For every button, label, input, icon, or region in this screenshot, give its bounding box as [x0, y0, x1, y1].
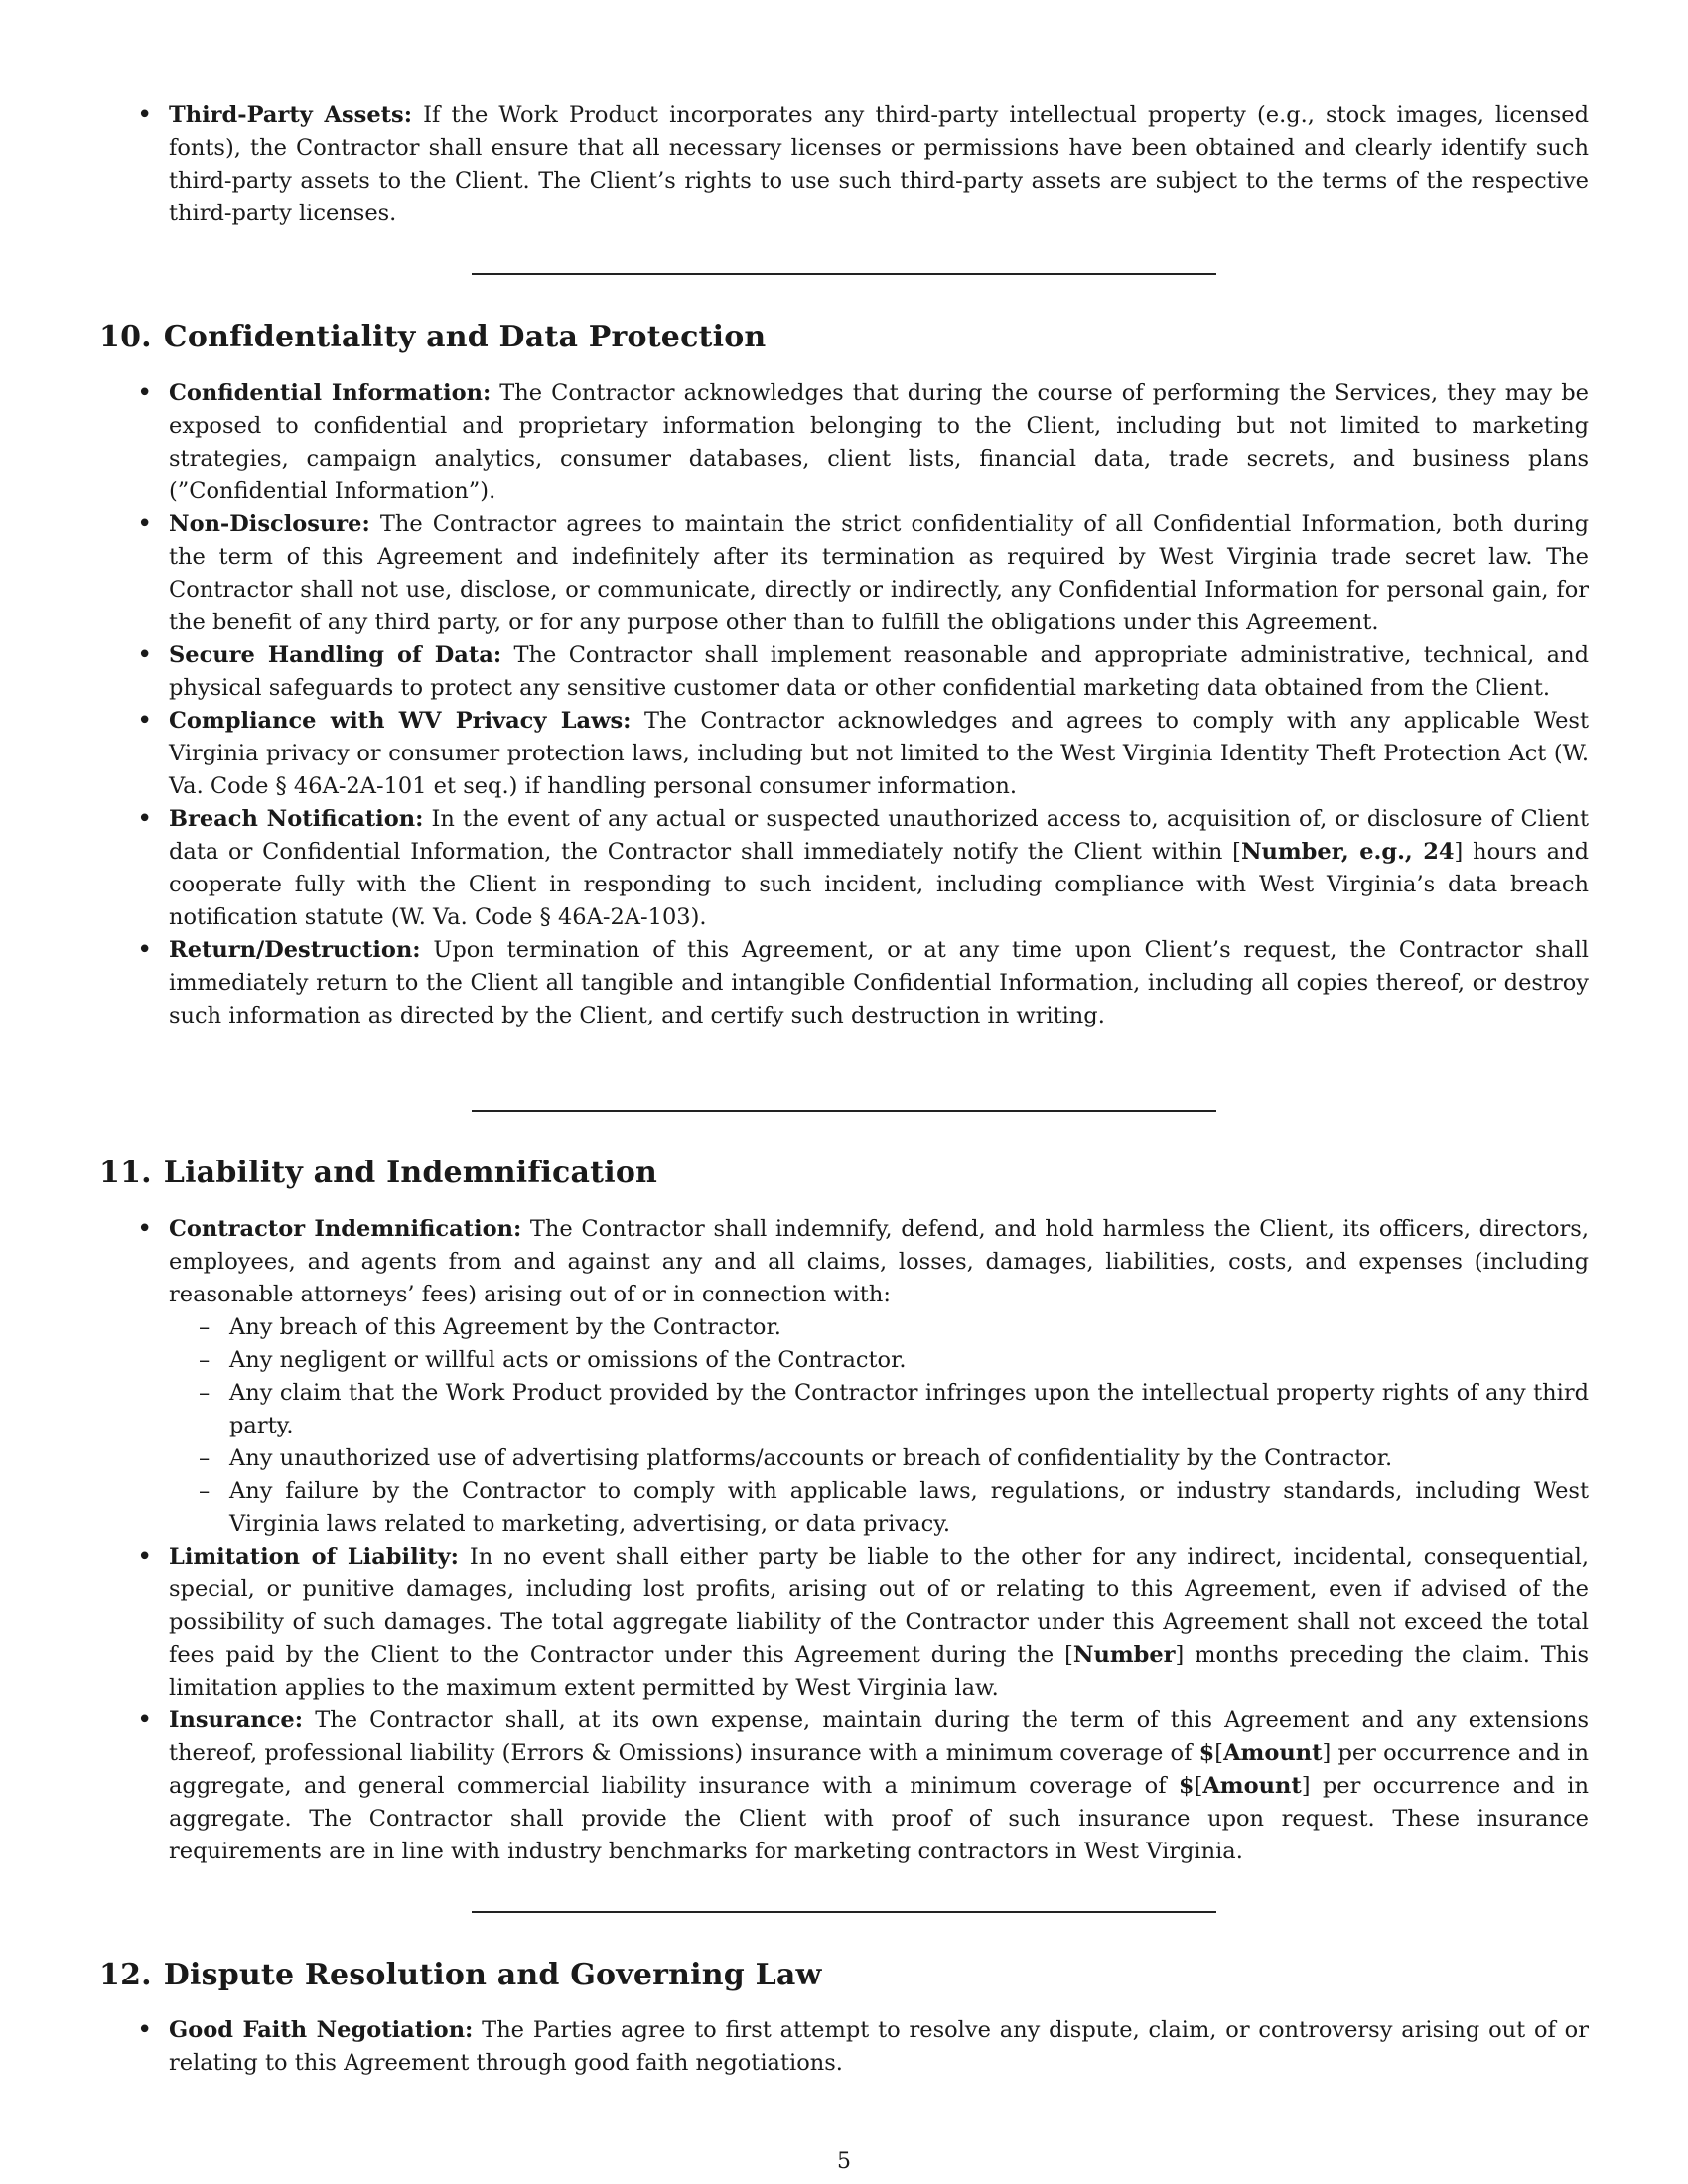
sublist-item: – Any claim that the Work Product provided by the Contractor infringes upon the intellectual property rights of any third party. [169, 1377, 1589, 1442]
section-12-list [99, 2014, 1589, 2080]
list-item-return-destruction [99, 934, 1589, 1032]
item-text: [ [1194, 1773, 1203, 1799]
section-number: 11. [99, 1156, 152, 1190]
section-11-list [99, 1213, 1589, 1868]
item-term: Confidential Information: [169, 380, 492, 406]
intro-list [99, 99, 1589, 230]
placeholder-number: Number, e.g., 24 [1240, 839, 1455, 865]
item-text: The Contractor shall implement reasonable and appropriate administrative, technical, and physical safeguards to protect any sensitive customer data or other confidential marketing data obtained from the Client. [169, 642, 1589, 701]
section-12-body [99, 2014, 1589, 2080]
section-number: 12. [99, 1958, 152, 1992]
section-divider [472, 273, 1216, 275]
item-text: Upon termination of this Agreement, or at any time upon Client’s request, the Contractor shall immediately return to the Client all tangible and intangible Confidential Information, including all copies thereof, or destroy such information as directed by the Client, and certify such destruction in writing. [169, 937, 1589, 1028]
item-text: ] months preceding the claim. This limitation applies to the maximum extent permitted by West Virginia law. [169, 1642, 1590, 1701]
list-item-non-disclosure [99, 508, 1589, 639]
item-text: If the Work Product incorporates any third-party intellectual property (e.g., stock images, licensed fonts), the Contractor shall ensure that all necessary licenses or permissions have been obtained and clearly identify such third-party assets to the Client. The Client’s rights to use such third-party assets are subject to the terms of the respective third-party licenses. [169, 102, 1589, 226]
item-term: Return/Destruction: [169, 937, 421, 963]
item-term: Limitation of Liability: [169, 1544, 459, 1570]
section-title: Dispute Resolution and Governing Law [163, 1958, 822, 1992]
section-divider [472, 1911, 1216, 1913]
placeholder-amount: Amount [1202, 1773, 1302, 1799]
dollar-sign: $ [1178, 1773, 1195, 1799]
list-item-limitation-of-liability [99, 1541, 1589, 1705]
section-number: 10. [99, 320, 152, 354]
list-item-insurance [99, 1705, 1589, 1868]
item-text: [ [1214, 1740, 1224, 1766]
item-term: Compliance with WV Privacy Laws: [169, 708, 632, 734]
item-term: Good Faith Negotiation: [169, 2017, 474, 2043]
sublist-item: – Any negligent or willful acts or omissions of the Contractor. [169, 1344, 1589, 1377]
item-text: ] per occurrence and in aggregate, and general commercial liability insurance with a minimum coverage of [169, 1740, 1589, 1799]
section-10-list [99, 377, 1589, 1032]
section-title: Liability and Indemnification [163, 1156, 658, 1190]
item-text: The Contractor acknowledges that during the course of performing the Services, they may be exposed to confidential and proprietary information belonging to the Client, including but not limited to marketing strategies, campaign analytics, consumer databases, client lists, financial data, trade secrets, and business plans (”Confidential Information”). [169, 380, 1589, 504]
placeholder-number: Number [1072, 1642, 1176, 1668]
item-text: The Contractor shall, at its own expense, maintain during the term of this Agreement and any extensions thereof, professional liability (Errors & Omissions) insurance with a minimum coverage of [169, 1707, 1589, 1766]
item-term: Third-Party Assets: [169, 102, 413, 128]
item-text: The Contractor acknowledges and agrees to comply with any applicable West Virginia privacy or consumer protection laws, including but not limited to the West Virginia Identity Theft Protection Act (W. Va. Code § 46A-2A-101 et seq.) if handling personal consumer information. [169, 708, 1590, 799]
placeholder-amount: Amount [1223, 1740, 1323, 1766]
item-text: ] per occurrence and in aggregate. The Contractor shall provide the Client with proof of such insurance upon request. These insurance requirements are in line with industry benchmarks for marketing contractors in West Virginia. [169, 1773, 1589, 1864]
item-text: In no event shall either party be liable to the other for any indirect, incidental, consequential, special, or punitive damages, including lost profits, arising out of or relating to this Agreement, even if advised of the possibility of such damages. The total aggregate liability of the Contractor under this Agreement shall not exceed the total fees paid by the Client to the Contractor under this Agreement during the [ [169, 1544, 1589, 1668]
sublist-item: – Any failure by the Contractor to comply with applicable laws, regulations, or industry standards, including West Virginia laws related to marketing, advertising, or data privacy. [169, 1475, 1589, 1541]
page-number: 5 [837, 2149, 851, 2174]
section-11-body [99, 1213, 1589, 1868]
section-divider [472, 1110, 1216, 1112]
item-term: Secure Handling of Data: [169, 642, 502, 668]
item-text: ] hours and cooperate fully with the Client in responding to such incident, including compliance with West Virginia’s data breach notification statute (W. Va. Code § 46A-2A-103). [169, 839, 1589, 930]
dollar-sign: $ [1198, 1740, 1215, 1766]
sublist-item: – Any unauthorized use of advertising platforms/accounts or breach of confidentiality by the Contractor. [169, 1442, 1589, 1475]
list-item-third-party-assets [99, 99, 1589, 230]
list-item-confidential-information [99, 377, 1589, 508]
indemnification-sublist [169, 1311, 1589, 1541]
list-item-good-faith-negotiation [99, 2014, 1589, 2080]
item-text: The Parties agree to first attempt to resolve any dispute, claim, or controversy arising out of or relating to this Agreement through good faith negotiations. [169, 2017, 1589, 2076]
intro-block [99, 99, 1589, 230]
item-term: Non-Disclosure: [169, 511, 370, 537]
item-text: The Contractor shall indemnify, defend, and hold harmless the Client, its officers, directors, employees, and agents from and against any and all claims, losses, damages, liabilities, costs, and expenses (including reasonable attorneys’ fees) arising out of or in connection with: [169, 1216, 1589, 1307]
item-term: Breach Notification: [169, 806, 424, 832]
document-page [99, 0, 1589, 2184]
item-term: Insurance: [169, 1707, 304, 1733]
list-item-secure-handling [99, 639, 1589, 705]
item-term: Contractor Indemnification: [169, 1216, 522, 1242]
section-heading-10 [99, 320, 766, 354]
section-title: Confidentiality and Data Protection [163, 320, 767, 354]
list-item-contractor-indemnification [99, 1213, 1589, 1541]
list-item-wv-privacy [99, 705, 1589, 803]
section-heading-11 [99, 1156, 657, 1190]
list-item-breach-notification [99, 803, 1589, 934]
item-text: The Contractor agrees to maintain the strict confidentiality of all Confidential Information, both during the term of this Agreement and indefinitely after its termination as required by West Virginia trade secret law. The Contractor shall not use, disclose, or communicate, directly or indirectly, any Confidential Information for personal gain, for the benefit of any third party, or for any purpose other than to fulfill the obligations under this Agreement. [169, 511, 1589, 635]
item-text: In the event of any actual or suspected unauthorized access to, acquisition of, or disclosure of Client data or Confidential Information, the Contractor shall immediately notify the Client within [ [169, 806, 1589, 865]
section-10-body [99, 377, 1589, 1032]
section-heading-12 [99, 1958, 822, 1992]
sublist-item: – Any breach of this Agreement by the Contractor. [169, 1311, 1589, 1344]
